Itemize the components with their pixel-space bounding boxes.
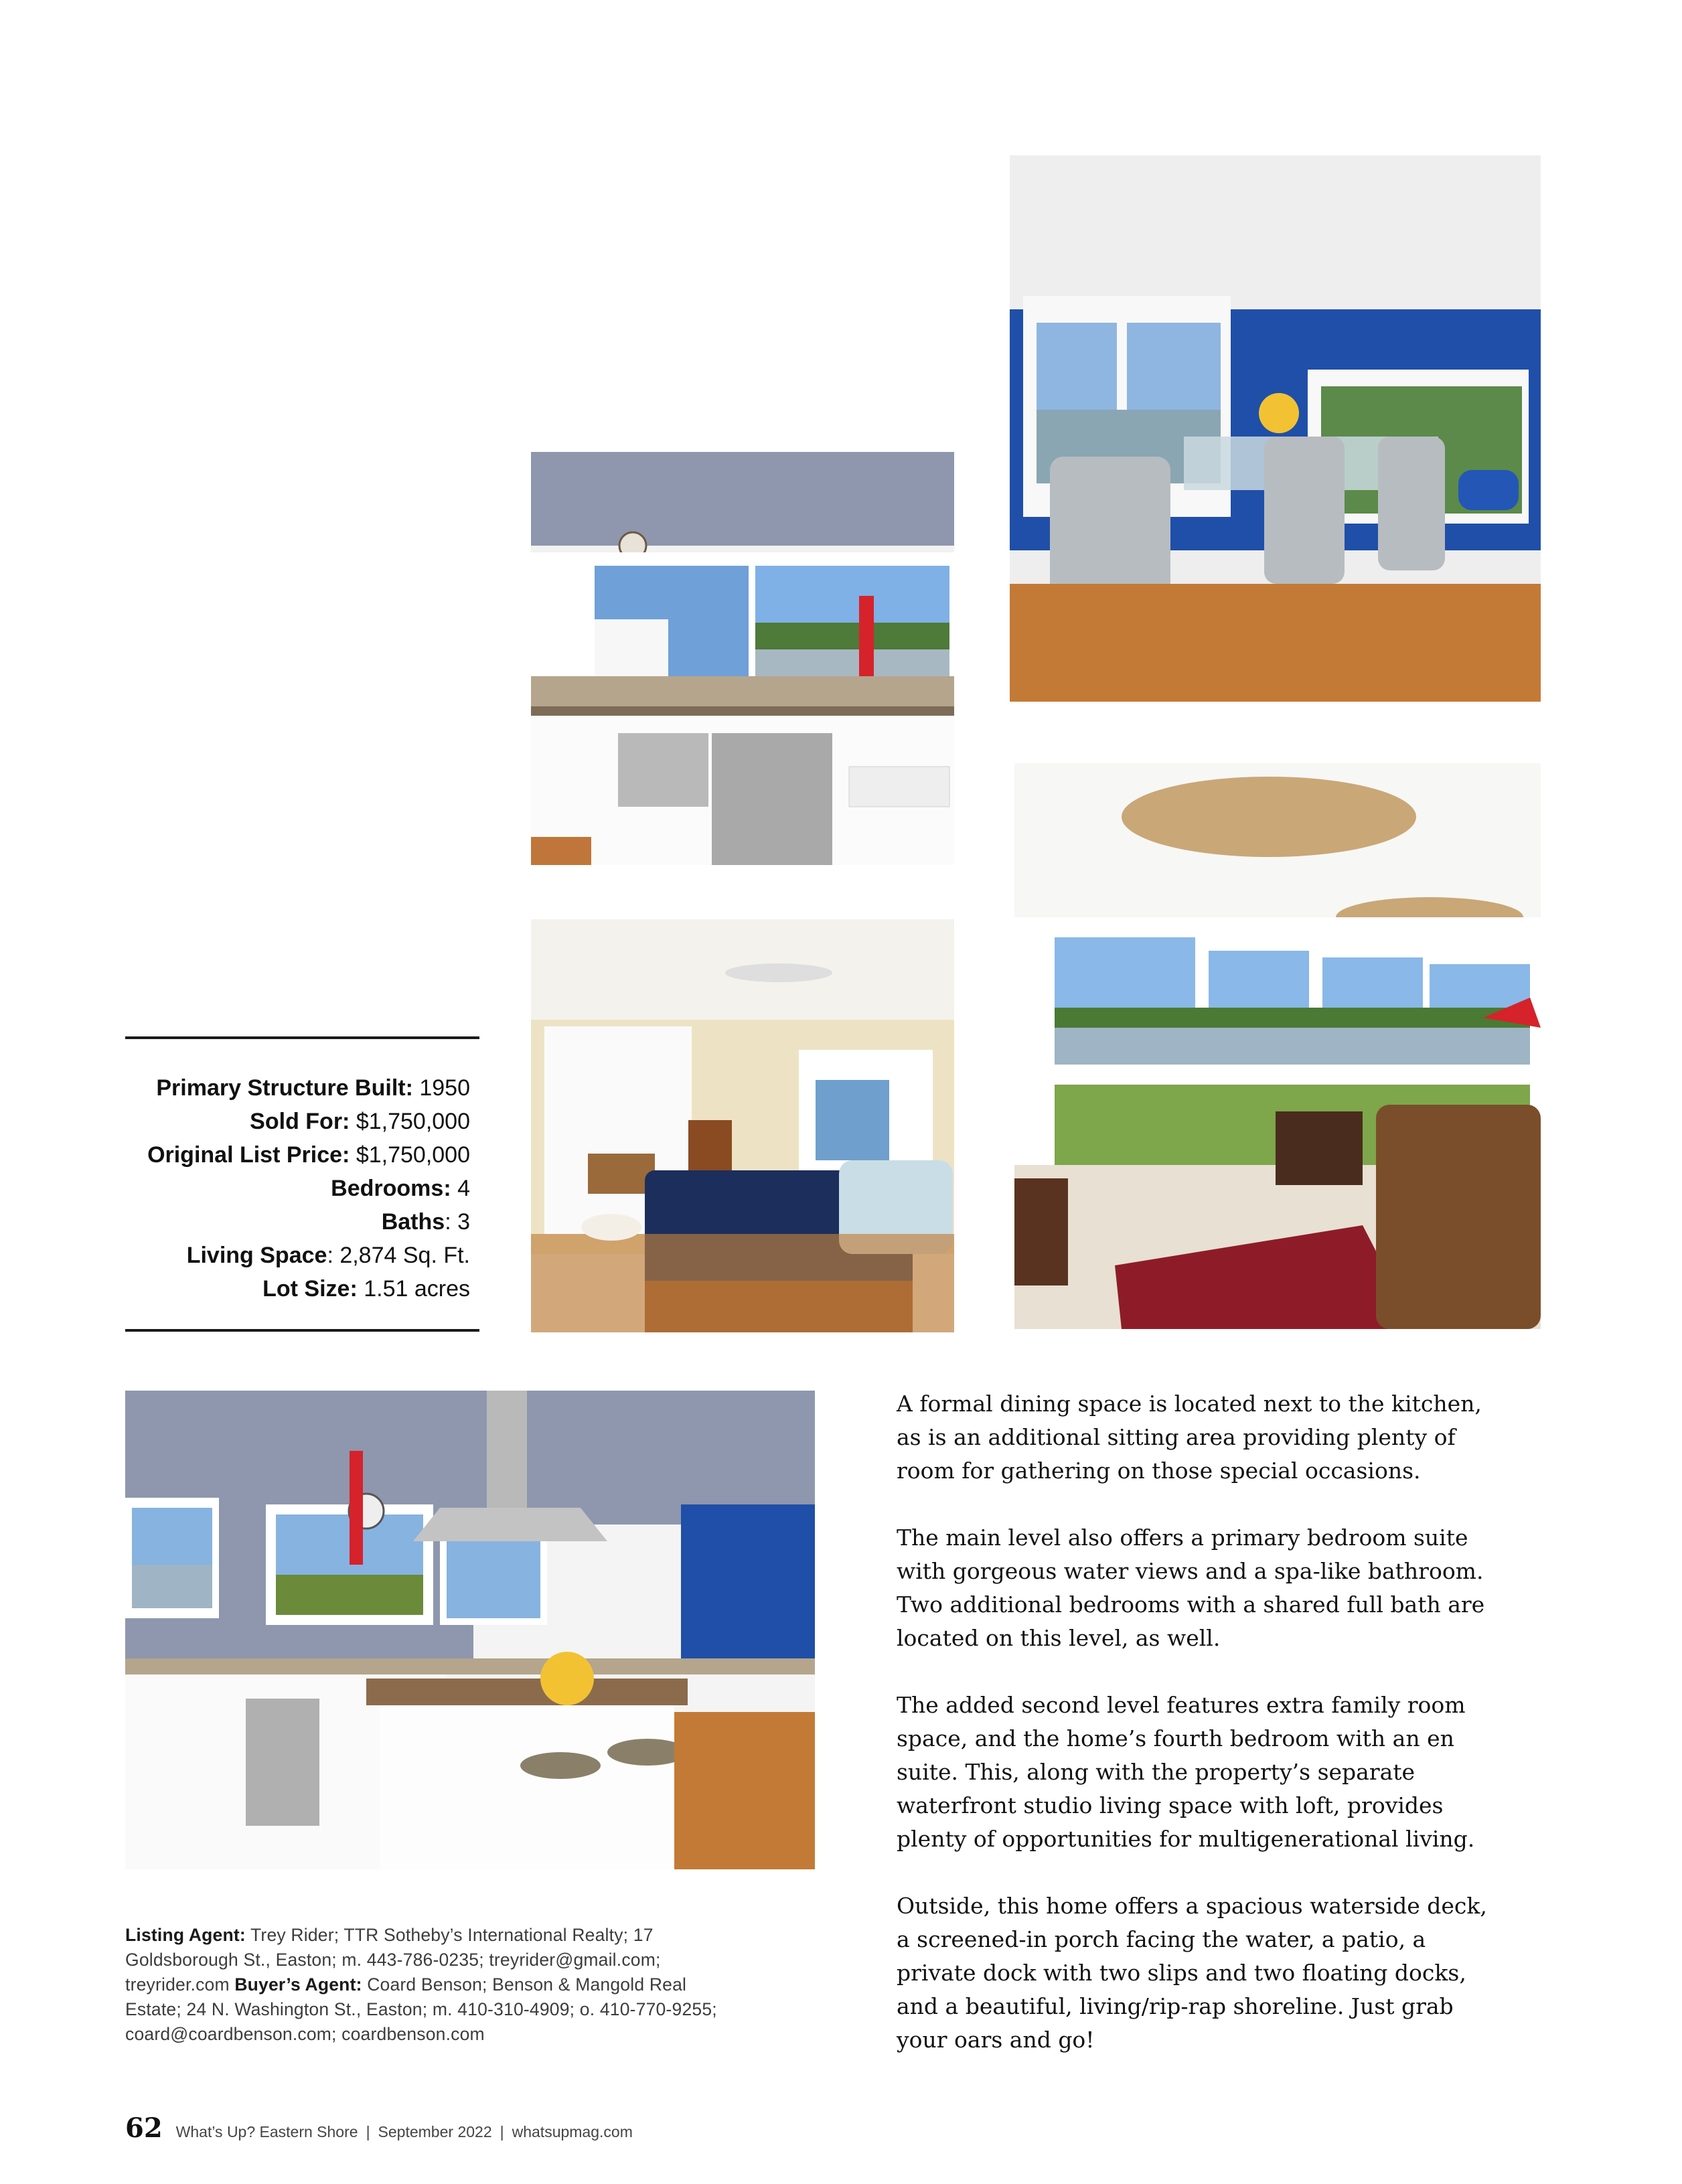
article-paragraph: Outside, this home offers a spacious waterside deck, a screened-in porch facing the water, a patio, a private dock with two slips and two floating docks, and a beautiful, living/rip-rap shoreline. Just grab your oars and go! xyxy=(897,1893,1487,2053)
buyer-agent-details: Coard Benson; Benson & Mangold Real Estate; 24 N. Washington St., Easton; m. 410-310-4909; o. 410-770-9255; coard@coardbenson.com; coardbenson.com xyxy=(125,1974,717,2044)
specs-top-rule xyxy=(125,1036,479,1039)
bedroom-photo xyxy=(531,919,954,1332)
listing-agent-label: Listing Agent: xyxy=(125,1925,246,1945)
property-specs xyxy=(107,1071,470,1306)
dining-room-photo xyxy=(1010,155,1541,702)
listing-agent-details: Trey Rider; TTR Sotheby’s International Realty; 17 Goldsborough St., Easton; m. 443-786-0235; treyrider@gmail.com; treyrider.com xyxy=(125,1925,661,1995)
spec-sold: Sold For: $1,750,000 xyxy=(250,1109,470,1134)
specs-bottom-rule xyxy=(125,1329,479,1332)
article-paragraph: A formal dining space is located next to the kitchen, as is an additional sitting area providing plenty of room for gathering on those special occasions. xyxy=(897,1391,1482,1484)
page-footer xyxy=(125,2112,633,2146)
website-link[interactable]: whatsupmag.com xyxy=(512,2123,633,2140)
spec-built: Primary Structure Built: 1950 xyxy=(156,1075,470,1101)
issue-date: September 2022 xyxy=(378,2123,492,2140)
buyer-agent-label: Buyer’s Agent: xyxy=(234,1974,362,1995)
footer-separator: | xyxy=(500,2123,504,2140)
spec-living-space: Living Space: 2,874 Sq. Ft. xyxy=(186,1243,470,1268)
article-body xyxy=(897,1387,1499,2090)
spec-list-price: Original List Price: $1,750,000 xyxy=(147,1142,470,1168)
publication-name: What’s Up? Eastern Shore xyxy=(175,2123,358,2140)
page-number: 62 xyxy=(125,2112,163,2144)
spec-baths: Baths: 3 xyxy=(381,1209,470,1235)
sunroom-photo xyxy=(1014,763,1541,1329)
agent-info xyxy=(125,1923,741,2047)
spec-bedrooms: Bedrooms: 4 xyxy=(331,1176,470,1201)
article-paragraph: The added second level features extra family room space, and the home’s fourth bedroom with an en suite. This, along with the property’s separate waterfront studio living space with loft, provides plenty of opportunities for multigenerational living. xyxy=(897,1692,1475,1852)
kitchen-island-photo xyxy=(125,1391,815,1869)
spec-lot-size: Lot Size: 1.51 acres xyxy=(262,1276,470,1302)
footer-separator: | xyxy=(366,2123,370,2140)
kitchen-counter-photo xyxy=(531,452,954,865)
article-paragraph: The main level also offers a primary bedroom suite with gorgeous water views and a spa-like bathroom. Two additional bedrooms with a shared full bath are located on this level, as well. xyxy=(897,1525,1485,1651)
